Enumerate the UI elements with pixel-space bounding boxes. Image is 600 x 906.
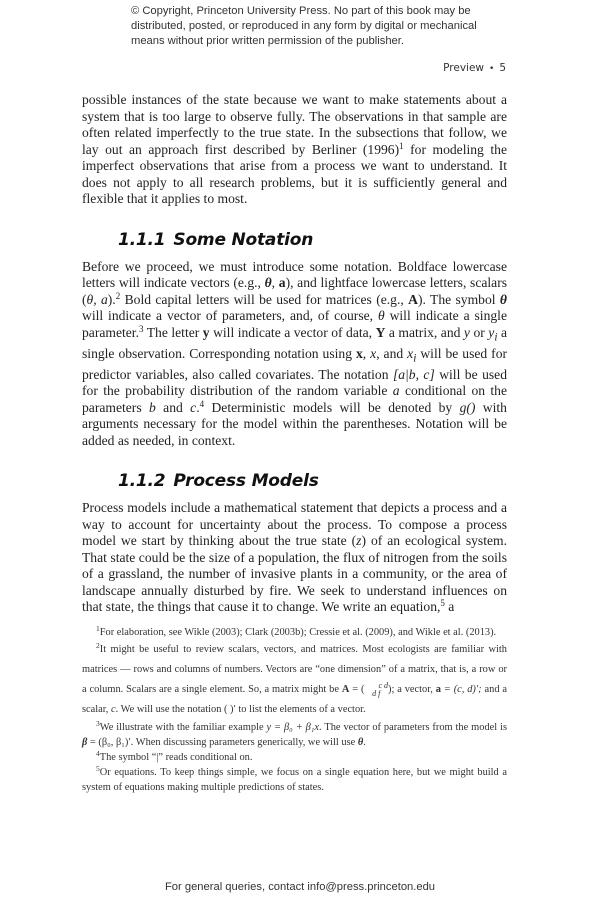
- footnote-ref-4[interactable]: 4: [199, 398, 205, 409]
- math-symbol: θ: [377, 308, 385, 323]
- main-text: [82, 92, 507, 616]
- text: ).: [107, 291, 116, 307]
- footnote-ref-1[interactable]: 1: [399, 140, 404, 151]
- bullet-separator-icon: •: [489, 64, 495, 74]
- text: or: [469, 324, 489, 340]
- math-symbol: a: [435, 684, 441, 695]
- footnote-text: and a scalar,: [82, 684, 508, 715]
- text: ,: [271, 275, 279, 290]
- contact-footer: For general queries, contact info@press.princeton.edu: [164, 881, 436, 893]
- running-head: [443, 62, 506, 74]
- math-symbol: c: [190, 399, 197, 415]
- math-symbol: x: [355, 345, 363, 361]
- footnote-text: = (β₀, β₁)′. When discussing parameters generically, we will use: [87, 737, 358, 748]
- text: Bold capital letters will be used for matrices (e.g.,: [120, 291, 409, 307]
- text: ,: [362, 345, 371, 361]
- math-symbol: b: [149, 399, 156, 415]
- text: will indicate a vector of parameters, and, of course,: [82, 308, 378, 323]
- math-subscript: i: [413, 352, 417, 365]
- math-symbol: y: [202, 324, 210, 340]
- copyright-notice: [131, 4, 481, 49]
- footnote-text: . We will use the notation ( )′ to list the elements of a vector.: [115, 704, 366, 715]
- footnote-number: 1: [96, 624, 100, 633]
- section-title: Some Notation: [173, 229, 314, 250]
- math-equation: y = β₀ + β₁x: [266, 722, 320, 733]
- running-head-label: Preview: [443, 62, 484, 74]
- text: Process models include a mathematical statement that depicts a process and a way to account for uncertainty about the process. To compose a process model we start by thinking about the true state (: [82, 500, 507, 549]
- footnote-text: =: [349, 684, 361, 695]
- text: a: [444, 599, 455, 615]
- process-models-paragraph: [82, 500, 507, 616]
- footnote-text: = (c, d)′;: [440, 684, 482, 695]
- footnote-number: 5: [96, 764, 100, 773]
- math-symbol: β: [82, 737, 88, 748]
- section-heading-some-notation: [118, 230, 507, 250]
- math-symbol: A: [408, 291, 418, 307]
- math-symbol: a: [278, 275, 286, 290]
- copyright-line-2: distributed, posted, or reproduced in any form by digital or mechanical: [131, 20, 477, 32]
- copyright-line-3: means without prior written permission of the publisher.: [131, 35, 404, 47]
- text: will be used for predictor variables, also called covariates. The notation: [82, 345, 508, 382]
- text: will be used for the probability distribution of the random variable: [82, 366, 507, 399]
- math-symbol: g(): [459, 399, 476, 415]
- footnote-text: . The vector of parameters from the model is: [319, 722, 507, 733]
- intro-text: possible instances of the state because we want to make statements about a system that is too large to observe fully. The observations in that sample are often related imperfectly to the true state. In the subsections that follow, we lay out an approach first described by Berliner (1996): [82, 92, 507, 157]
- text: Deterministic models will be denoted by: [204, 399, 460, 415]
- matrix-row: d f: [372, 688, 381, 698]
- footnote-5: [82, 765, 507, 795]
- matrix: [364, 682, 388, 698]
- notation-paragraph: [82, 259, 507, 450]
- math-symbol: x: [407, 345, 414, 361]
- intro-text-cont: for modeling the imperfect observations that arise from a process we want to understand. It does not apply to all research problems, but it is sufficiently general and flexible that it applies to most.: [82, 141, 507, 206]
- footnote-text: .: [363, 737, 366, 748]
- math-symbol: y: [463, 324, 470, 340]
- math-symbol: [a|b, c]: [392, 366, 435, 382]
- math-symbol: θ, a: [86, 291, 108, 307]
- section-number: 1.1.2: [118, 471, 166, 492]
- footnote-ref-3[interactable]: 3: [138, 323, 144, 334]
- footnote-number: 3: [96, 719, 100, 728]
- text: and: [155, 399, 191, 415]
- text: a single observation. Corresponding notation using: [82, 324, 507, 361]
- footnote-text: Or equations. To keep things simple, we focus on a single equation here, but we might build a system of equations making multiple predictions of states.: [82, 767, 507, 793]
- matrix-row: c d: [378, 680, 388, 690]
- footnote-4: [82, 750, 507, 765]
- section-number: 1.1.1: [118, 229, 166, 250]
- page-number: 5: [499, 62, 506, 74]
- copyright-line-1: © Copyright, Princeton University Press. No part of this book may be: [131, 5, 471, 17]
- footnote-number: 2: [96, 641, 100, 650]
- matrix-paren-close: ): [388, 684, 392, 695]
- math-symbol: c: [111, 704, 116, 715]
- footnote-text: For elaboration, see Wikle (2003); Clark (2003b); Cressie et al. (2009), and Wikle et al. (2013).: [99, 627, 497, 638]
- footnote-ref-2[interactable]: 2: [115, 290, 121, 301]
- text: conditional on the parameters: [82, 383, 507, 415]
- intro-paragraph: [82, 92, 507, 208]
- math-symbol: A: [341, 684, 350, 695]
- text: a matrix, and: [385, 324, 464, 340]
- footnote-text: ; a vector,: [391, 684, 436, 695]
- text: ), and lightface lowercase letters, scalars (: [82, 275, 508, 307]
- text: will indicate a single parameter.: [82, 308, 507, 340]
- footnotes: [82, 625, 507, 795]
- text: with arguments necessary for the model within the parentheses. Notation will be added as needed, in context.: [82, 399, 507, 448]
- math-symbol: a: [392, 383, 400, 399]
- text: will indicate a vector of data,: [209, 324, 376, 340]
- section-title: Process Models: [173, 471, 319, 492]
- footnote-text: The symbol “|” reads conditional on.: [99, 752, 253, 763]
- math-symbol: θ: [264, 275, 272, 290]
- footnote-text: We illustrate with the familiar example: [99, 722, 267, 733]
- math-subscript: i: [494, 331, 498, 344]
- math-symbol: z: [356, 533, 362, 549]
- text: ) of an ecological system. That state could be the size of a population, the flux of nitrogen from the soils of a grassland, the number of invasive plants in a community, or the area of landscape annually disturbed by fire. We seek to understand influences on that state, the things that cause it to change. We write an equation,: [82, 533, 508, 615]
- math-symbol: θ: [499, 291, 507, 307]
- math-symbol: Y: [375, 324, 386, 340]
- text: The letter: [143, 324, 203, 340]
- footnote-text: It might be useful to review scalars, vectors, and matrices. Most ecologists are familiar with matrices — rows and columns of numbers. Vectors are “one dimension” of a matrix, that is, a row or a column. Scalars are a single element. So, a matrix might be: [82, 644, 507, 695]
- footnote-1: [82, 625, 507, 640]
- section-heading-process-models: [118, 471, 507, 491]
- math-symbol: θ: [357, 737, 364, 748]
- footnote-number: 4: [96, 749, 100, 758]
- text: ). The symbol: [417, 291, 500, 307]
- footnote-2: [82, 640, 507, 720]
- text: Before we proceed, we must introduce some notation. Boldface lowercase letters will indicate vectors (e.g.,: [82, 258, 507, 290]
- math-symbol: y: [488, 324, 495, 340]
- footnote-ref-5[interactable]: 5: [440, 598, 445, 609]
- matrix-paren-open: (: [360, 684, 365, 695]
- math-symbol: x: [370, 345, 377, 361]
- text: , and: [376, 345, 408, 361]
- footnote-3: [82, 720, 507, 750]
- text: .: [196, 399, 200, 415]
